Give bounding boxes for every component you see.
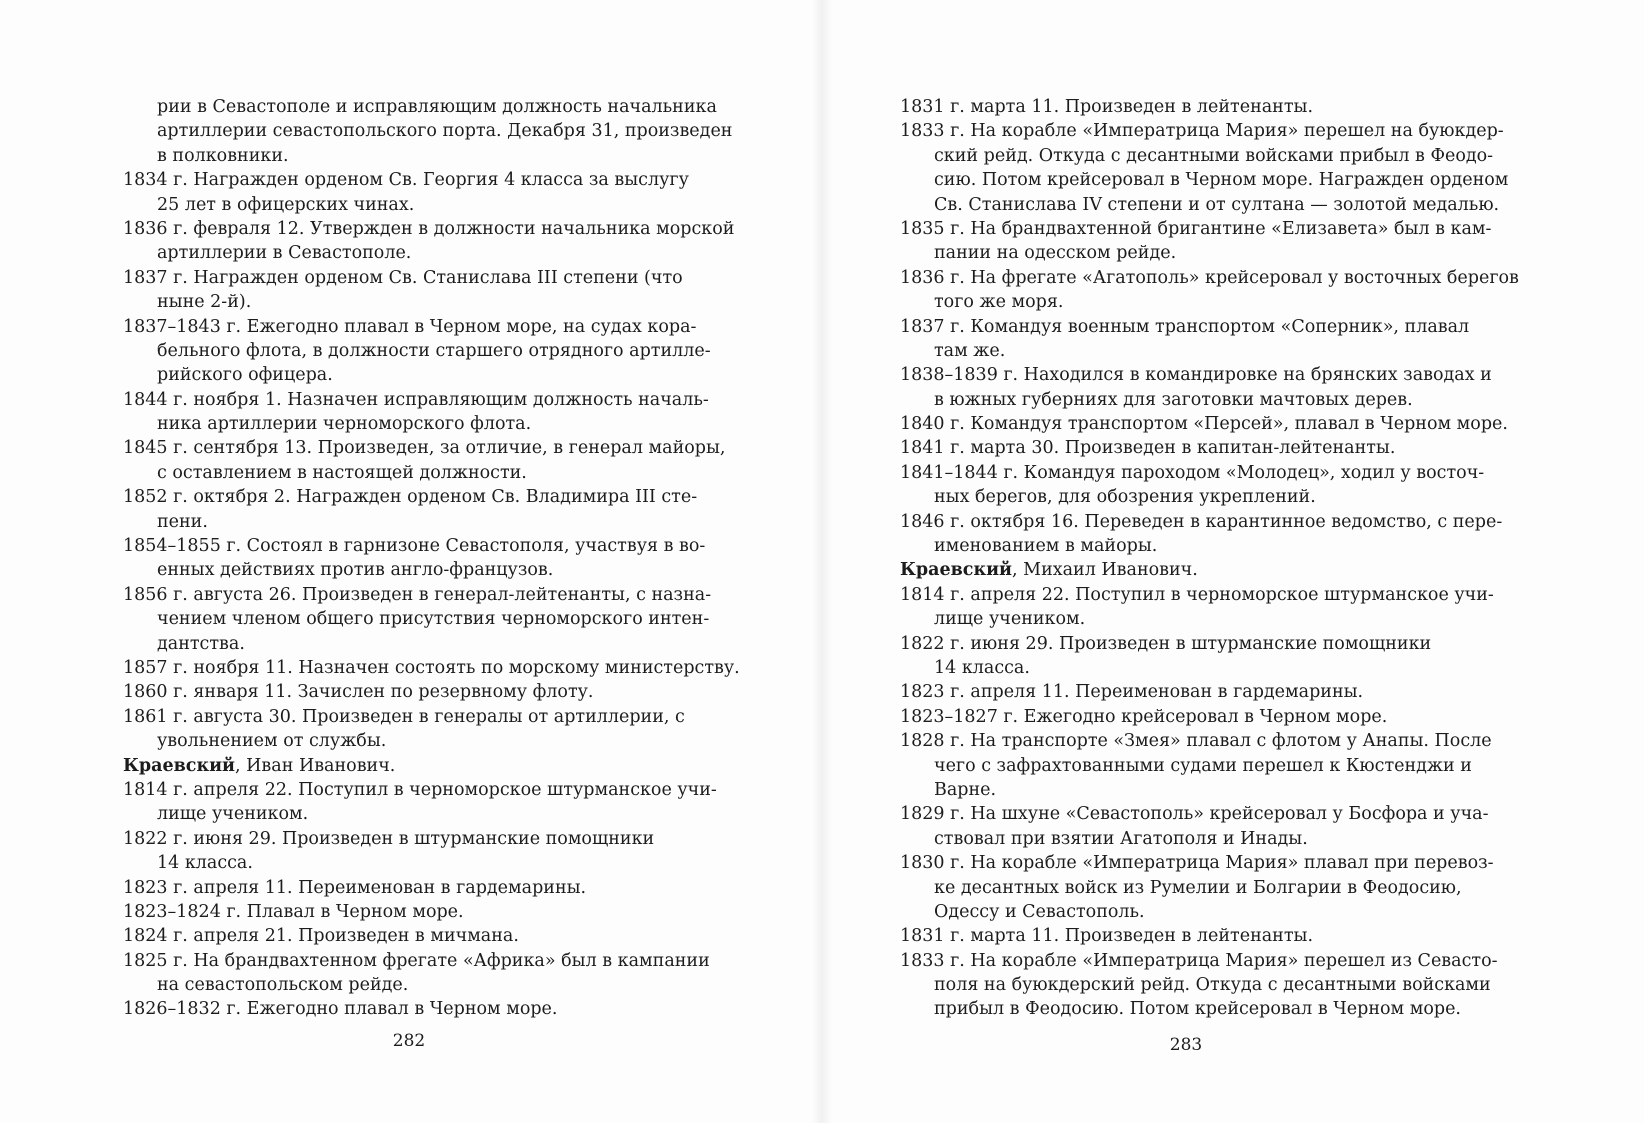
- text-line: рии в Севастополе и исправляющим должность начальника: [157, 97, 717, 117]
- text-line: 1837–1843 г. Ежегодно плавал в Черном море, на судах кора-: [123, 316, 697, 337]
- text-line: 1836 г. февраля 12. Утвержден в должности начальника морской: [123, 218, 735, 239]
- text-line: ныне 2-й).: [157, 292, 252, 313]
- text-line: прибыл в Феодосию. Потом крейсеровал в Черном море.: [934, 999, 1461, 1020]
- text-line: рийского офицера.: [157, 365, 333, 386]
- text-line: [900, 558, 1520, 582]
- text-line: 14 класса.: [934, 657, 1030, 678]
- text-line: 1824 г. апреля 21. Произведен в мичмана.: [123, 926, 519, 947]
- text-line: поля на буюкдерский рейд. Откуда с десантными войсками: [934, 975, 1491, 996]
- text-line: 1823–1824 г. Плавал в Черном море.: [123, 901, 464, 922]
- text-line: 1860 г. января 11. Зачислен по резервному флоту.: [123, 682, 594, 703]
- text-line: 1844 г. ноября 1. Назначен исправляющим должность началь-: [123, 389, 709, 410]
- entry-name-rest: , Иван Иванович.: [235, 755, 396, 776]
- text-line: сию. Потом крейсеровал в Черном море. Награжден орденом: [934, 170, 1509, 191]
- left-page-text: [123, 95, 743, 1022]
- text-line: 1836 г. На фрегате «Агатополь» крейсеровал у восточных берегов: [900, 267, 1519, 288]
- text-line: дантства.: [157, 633, 245, 654]
- text-line: 1823 г. апреля 11. Переименован в гардемарины.: [123, 877, 587, 898]
- text-line: 25 лет в офицерских чинах.: [157, 194, 415, 215]
- text-line: 1828 г. На транспорте «Змея» плавал с флотом у Анапы. После: [900, 731, 1492, 752]
- text-line: бельного флота, в должности старшего отрядного артилле-: [157, 340, 711, 361]
- text-line: чего с зафрахтованными судами перешел к Кюстенджи и: [934, 755, 1472, 776]
- entry-name: Краевский: [900, 560, 1013, 581]
- text-line: 14 класса.: [157, 853, 253, 874]
- text-line: 1822 г. июня 29. Произведен в штурманские помощники: [900, 633, 1432, 654]
- entry-name-rest: , Михаил Иванович.: [1012, 560, 1198, 581]
- text-line: ке десантных войск из Румелии и Болгарии в Феодосию,: [934, 877, 1462, 898]
- text-line: 1830 г. На корабле «Императрица Мария» плавал при перевоз-: [900, 853, 1494, 874]
- text-line: 1814 г. апреля 22. Поступил в черноморское штурманское учи-: [900, 584, 1494, 605]
- right-page-number: 283: [1169, 1035, 1203, 1055]
- text-line: Варне.: [934, 779, 997, 800]
- text-line: 1823–1827 г. Ежегодно крейсеровал в Черном море.: [900, 706, 1388, 727]
- left-page-number: 282: [392, 1031, 426, 1051]
- text-line: в южных губерниях для заготовки мачтовых дерев.: [934, 389, 1413, 410]
- text-line: 1854–1855 г. Состоял в гарнизоне Севастополя, участвуя в во-: [123, 536, 706, 557]
- text-line: 1822 г. июня 29. Произведен в штурманские помощники: [123, 828, 655, 849]
- text-line: 1838–1839 г. Находился в командировке на брянских заводах и: [900, 365, 1492, 386]
- text-line: 1856 г. августа 26. Произведен в генерал-лейтенанты, с назна-: [123, 584, 712, 605]
- text-line: 1841–1844 г. Командуя пароходом «Молодец», ходил у восточ-: [900, 462, 1485, 483]
- text-line: [123, 754, 743, 778]
- right-page-text: [900, 95, 1520, 1022]
- text-line: 1823 г. апреля 11. Переименован в гардемарины.: [900, 682, 1364, 703]
- right-page: [822, 0, 1644, 1123]
- text-line: 1834 г. Награжден орденом Св. Георгия 4 класса за выслугу: [123, 170, 689, 191]
- text-line: пании на одесском рейде.: [934, 243, 1177, 264]
- text-line: ных берегов, для обозрения укреплений.: [934, 487, 1316, 508]
- text-line: енных действиях против англо-французов.: [157, 560, 554, 581]
- text-line: с оставлением в настоящей должности.: [157, 462, 527, 483]
- entry-name: Краевский: [123, 755, 236, 776]
- text-line: ствовал при взятии Агатополя и Инады.: [934, 828, 1308, 849]
- text-line: 1840 г. Командуя транспортом «Персей», плавал в Черном море.: [900, 414, 1508, 435]
- text-line: 1852 г. октября 2. Награжден орденом Св. Владимира III сте-: [123, 487, 698, 508]
- text-line: пени.: [157, 511, 208, 532]
- text-line: на севастопольском рейде.: [157, 975, 409, 996]
- text-line: 1831 г. марта 11. Произведен в лейтенанты.: [900, 97, 1314, 117]
- text-line: 1835 г. На брандвахтенной бригантине «Елизавета» был в кам-: [900, 218, 1492, 239]
- text-line: Одессу и Севастополь.: [934, 901, 1145, 922]
- text-line: артиллерии севастопольского порта. Декабря 31, произведен: [157, 121, 733, 142]
- text-line: лище учеником.: [934, 609, 1086, 630]
- text-line: 1833 г. На корабле «Императрица Мария» перешел на буюкдер-: [900, 121, 1504, 142]
- text-line: именованием в майоры.: [934, 536, 1158, 557]
- text-line: артиллерии в Севастополе.: [157, 243, 412, 264]
- text-line: того же моря.: [934, 292, 1064, 313]
- text-line: 1829 г. На шхуне «Севастополь» крейсеровал у Босфора и уча-: [900, 804, 1489, 825]
- text-line: там же.: [934, 340, 1006, 361]
- text-line: 1837 г. Командуя военным транспортом «Соперник», плавал: [900, 316, 1470, 337]
- text-line: Св. Станислава IV степени и от султана — золотой медалью.: [934, 194, 1500, 215]
- text-line: 1825 г. На брандвахтенном фрегате «Африка» был в кампании: [123, 950, 710, 971]
- text-line: 1841 г. марта 30. Произведен в капитан-лейтенанты.: [900, 438, 1396, 459]
- text-line: в полковники.: [157, 145, 289, 166]
- text-line: 1857 г. ноября 11. Назначен состоять по морскому министерству.: [123, 657, 740, 678]
- text-line: чением членом общего присутствия черноморского интен-: [157, 609, 710, 630]
- text-line: 1833 г. На корабле «Императрица Мария» перешел из Севасто-: [900, 950, 1498, 971]
- text-line: ника артиллерии черноморского флота.: [157, 414, 532, 435]
- text-line: ский рейд. Откуда с десантными войсками прибыл в Феодо-: [934, 145, 1494, 166]
- text-line: 1837 г. Награжден орденом Св. Станислава III степени (что: [123, 267, 683, 288]
- text-line: увольнением от службы.: [157, 731, 387, 752]
- text-line: 1845 г. сентября 13. Произведен, за отличие, в генерал майоры,: [123, 438, 726, 459]
- text-line: 1814 г. апреля 22. Поступил в черноморское штурманское учи-: [123, 779, 717, 800]
- text-line: 1831 г. марта 11. Произведен в лейтенанты.: [900, 926, 1314, 947]
- text-line: лище учеником.: [157, 804, 309, 825]
- text-line: 1861 г. августа 30. Произведен в генералы от артиллерии, с: [123, 706, 685, 727]
- text-line: 1846 г. октября 16. Переведен в карантинное ведомство, с пере-: [900, 511, 1503, 532]
- text-line: 1826–1832 г. Ежегодно плавал в Черном море.: [123, 999, 558, 1020]
